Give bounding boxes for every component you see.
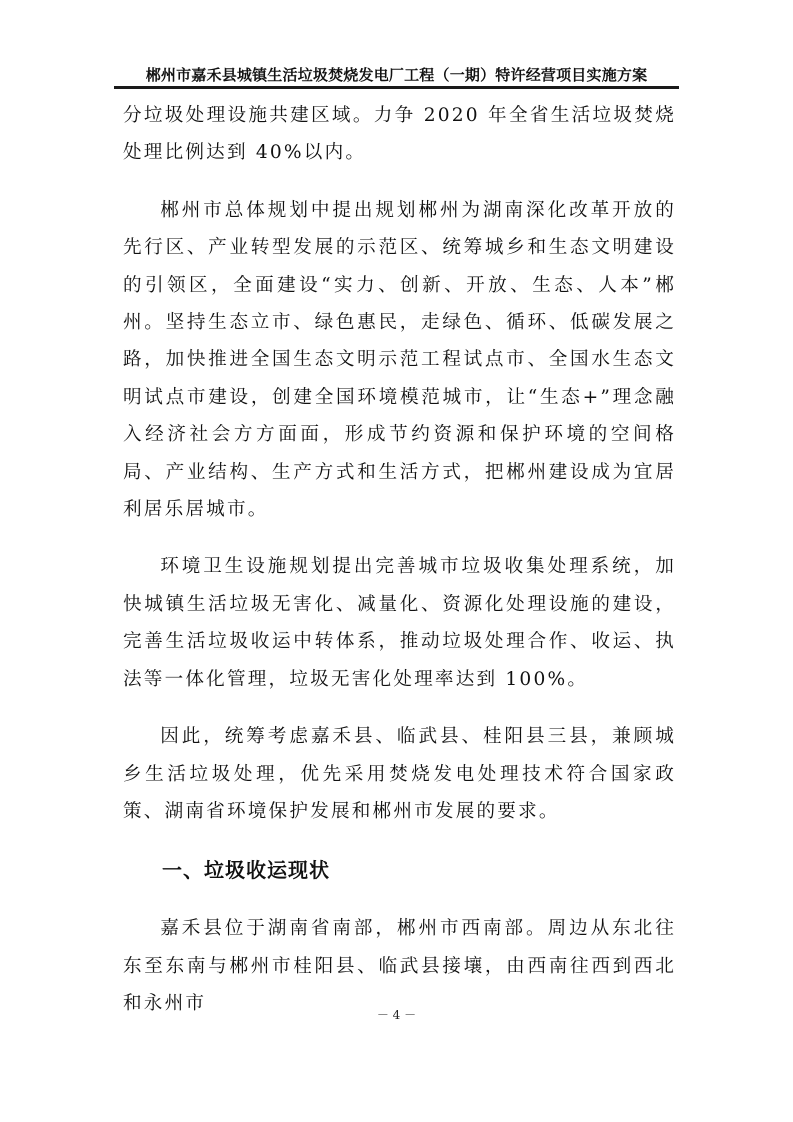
running-header: 郴州市嘉禾县城镇生活垃圾焚烧发电厂工程（一期）特许经营项目实施方案 (145, 66, 648, 84)
page-body (123, 97, 676, 1023)
paragraph-gap (123, 890, 676, 910)
section-heading: 一、垃圾收运现状 (162, 858, 330, 883)
paragraph-gap (123, 528, 676, 548)
paragraph-city-planning: 郴州市总体规划中提出规划郴州为湖南深化改革开放的先行区、产业转型发展的示范区、统筹城乡和生态文明建设的引领区，全面建设“实力、创新、开放、生态、人本”郴州。坚持生态立市、绿色惠民，走绿色、循环、低碳发展之路，加快推进全国生态文明示范工程试点市、全国水生态文明试点市建设，创建全国环境模范城市，让“生态+”理念融入经济社会方方面面，形成节约资源和保护环境的空间格局、产业结构、生产方式和生活方式，把郴州建设成为宜居利居乐居城市。 (123, 199, 676, 521)
paragraph-gap (123, 830, 676, 850)
paragraph-gap (123, 172, 676, 192)
page-number: － 4 － (376, 1008, 417, 1022)
paragraph-conclusion: 因此，统筹考虑嘉禾县、临武县、桂阳县三县，兼顾城乡生活垃圾处理，优先采用焚烧发电处理技术符合国家政策、湖南省环境保护发展和郴州市发展的要求。 (123, 726, 676, 822)
paragraph-sanitation-planning: 环境卫生设施规划提出完善城市垃圾收集处理系统，加快城镇生活垃圾无害化、减量化、资源化处理设施的建设，完善生活垃圾收运中转体系，推动垃圾处理合作、收运、执法等一体化管理，垃圾无害化处理率达到 100%。 (123, 556, 676, 690)
paragraph-gap (123, 698, 676, 718)
paragraph-continued: 分垃圾处理设施共建区域。力争 2020 年全省生活垃圾焚烧处理比例达到 40%以内。 (123, 105, 676, 164)
paragraph-location: 嘉禾县位于湖南省南部，郴州市西南部。周边从东北往东至东南与郴州市桂阳县、临武县接壤，由西南往西到西北和永州市 (123, 918, 676, 1015)
header-divider (114, 86, 679, 89)
